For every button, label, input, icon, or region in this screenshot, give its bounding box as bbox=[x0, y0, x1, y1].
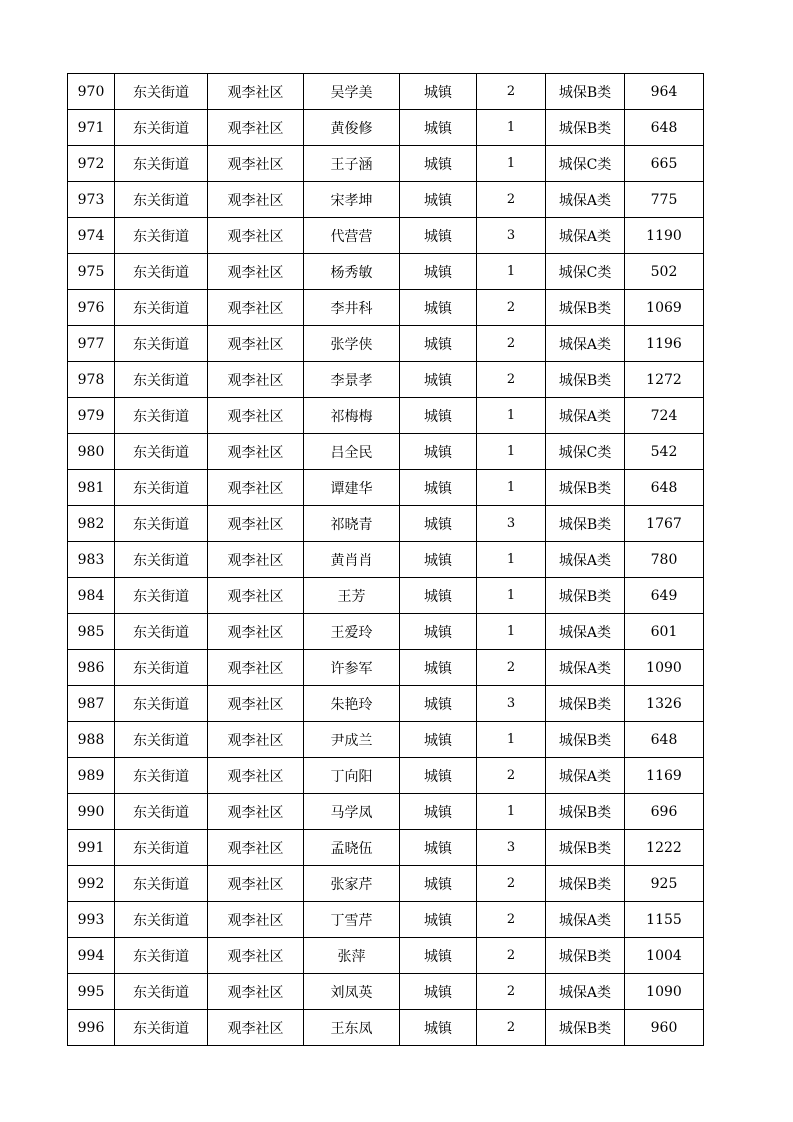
name-cell: 代营营 bbox=[304, 218, 400, 254]
table-row bbox=[68, 578, 704, 614]
name-cell: 祁晓青 bbox=[304, 506, 400, 542]
street-cell: 东关街道 bbox=[115, 326, 208, 362]
table-row bbox=[68, 758, 704, 794]
community-cell: 观李社区 bbox=[208, 506, 304, 542]
table-row bbox=[68, 182, 704, 218]
community-cell: 观李社区 bbox=[208, 254, 304, 290]
name-cell: 吕全民 bbox=[304, 434, 400, 470]
serial-number-cell: 973 bbox=[68, 182, 115, 218]
household-size-cell: 2 bbox=[477, 290, 546, 326]
category-cell: 城保B类 bbox=[546, 74, 625, 110]
community-cell: 观李社区 bbox=[208, 218, 304, 254]
amount-cell: 649 bbox=[625, 578, 704, 614]
category-cell: 城保B类 bbox=[546, 110, 625, 146]
community-cell: 观李社区 bbox=[208, 758, 304, 794]
serial-number-cell: 976 bbox=[68, 290, 115, 326]
community-cell: 观李社区 bbox=[208, 110, 304, 146]
area-type-cell: 城镇 bbox=[400, 938, 477, 974]
street-cell: 东关街道 bbox=[115, 650, 208, 686]
serial-number-cell: 989 bbox=[68, 758, 115, 794]
data-table bbox=[67, 73, 704, 1046]
community-cell: 观李社区 bbox=[208, 866, 304, 902]
household-size-cell: 2 bbox=[477, 974, 546, 1010]
street-cell: 东关街道 bbox=[115, 794, 208, 830]
table-row bbox=[68, 938, 704, 974]
household-size-cell: 2 bbox=[477, 182, 546, 218]
category-cell: 城保B类 bbox=[546, 1010, 625, 1046]
serial-number-cell: 988 bbox=[68, 722, 115, 758]
category-cell: 城保A类 bbox=[546, 650, 625, 686]
name-cell: 刘凤英 bbox=[304, 974, 400, 1010]
table-row bbox=[68, 146, 704, 182]
category-cell: 城保B类 bbox=[546, 722, 625, 758]
area-type-cell: 城镇 bbox=[400, 218, 477, 254]
serial-number-cell: 986 bbox=[68, 650, 115, 686]
name-cell: 谭建华 bbox=[304, 470, 400, 506]
name-cell: 王东凤 bbox=[304, 1010, 400, 1046]
name-cell: 丁向阳 bbox=[304, 758, 400, 794]
area-type-cell: 城镇 bbox=[400, 110, 477, 146]
area-type-cell: 城镇 bbox=[400, 758, 477, 794]
serial-number-cell: 975 bbox=[68, 254, 115, 290]
name-cell: 孟晓伍 bbox=[304, 830, 400, 866]
table-row bbox=[68, 722, 704, 758]
street-cell: 东关街道 bbox=[115, 902, 208, 938]
amount-cell: 1190 bbox=[625, 218, 704, 254]
serial-number-cell: 971 bbox=[68, 110, 115, 146]
table-row bbox=[68, 290, 704, 326]
serial-number-cell: 985 bbox=[68, 614, 115, 650]
name-cell: 丁雪芹 bbox=[304, 902, 400, 938]
community-cell: 观李社区 bbox=[208, 938, 304, 974]
amount-cell: 1196 bbox=[625, 326, 704, 362]
street-cell: 东关街道 bbox=[115, 398, 208, 434]
community-cell: 观李社区 bbox=[208, 470, 304, 506]
table-row bbox=[68, 686, 704, 722]
category-cell: 城保A类 bbox=[546, 614, 625, 650]
area-type-cell: 城镇 bbox=[400, 146, 477, 182]
amount-cell: 1004 bbox=[625, 938, 704, 974]
table-row bbox=[68, 650, 704, 686]
household-size-cell: 3 bbox=[477, 218, 546, 254]
area-type-cell: 城镇 bbox=[400, 830, 477, 866]
community-cell: 观李社区 bbox=[208, 686, 304, 722]
serial-number-cell: 984 bbox=[68, 578, 115, 614]
community-cell: 观李社区 bbox=[208, 614, 304, 650]
household-size-cell: 1 bbox=[477, 434, 546, 470]
category-cell: 城保B类 bbox=[546, 866, 625, 902]
street-cell: 东关街道 bbox=[115, 542, 208, 578]
street-cell: 东关街道 bbox=[115, 254, 208, 290]
community-cell: 观李社区 bbox=[208, 578, 304, 614]
area-type-cell: 城镇 bbox=[400, 866, 477, 902]
community-cell: 观李社区 bbox=[208, 74, 304, 110]
category-cell: 城保B类 bbox=[546, 290, 625, 326]
serial-number-cell: 995 bbox=[68, 974, 115, 1010]
table-row bbox=[68, 506, 704, 542]
community-cell: 观李社区 bbox=[208, 974, 304, 1010]
serial-number-cell: 992 bbox=[68, 866, 115, 902]
category-cell: 城保C类 bbox=[546, 146, 625, 182]
category-cell: 城保B类 bbox=[546, 470, 625, 506]
household-size-cell: 1 bbox=[477, 470, 546, 506]
category-cell: 城保B类 bbox=[546, 938, 625, 974]
household-size-cell: 1 bbox=[477, 398, 546, 434]
household-size-cell: 1 bbox=[477, 794, 546, 830]
name-cell: 朱艳玲 bbox=[304, 686, 400, 722]
table-row bbox=[68, 326, 704, 362]
serial-number-cell: 977 bbox=[68, 326, 115, 362]
street-cell: 东关街道 bbox=[115, 758, 208, 794]
household-size-cell: 2 bbox=[477, 74, 546, 110]
table-row bbox=[68, 542, 704, 578]
area-type-cell: 城镇 bbox=[400, 254, 477, 290]
category-cell: 城保A类 bbox=[546, 758, 625, 794]
household-size-cell: 2 bbox=[477, 938, 546, 974]
serial-number-cell: 981 bbox=[68, 470, 115, 506]
serial-number-cell: 991 bbox=[68, 830, 115, 866]
area-type-cell: 城镇 bbox=[400, 974, 477, 1010]
category-cell: 城保C类 bbox=[546, 254, 625, 290]
name-cell: 许参军 bbox=[304, 650, 400, 686]
amount-cell: 1090 bbox=[625, 650, 704, 686]
table-row bbox=[68, 974, 704, 1010]
street-cell: 东关街道 bbox=[115, 506, 208, 542]
street-cell: 东关街道 bbox=[115, 830, 208, 866]
amount-cell: 1169 bbox=[625, 758, 704, 794]
household-size-cell: 2 bbox=[477, 362, 546, 398]
amount-cell: 601 bbox=[625, 614, 704, 650]
street-cell: 东关街道 bbox=[115, 434, 208, 470]
household-size-cell: 2 bbox=[477, 866, 546, 902]
category-cell: 城保B类 bbox=[546, 830, 625, 866]
category-cell: 城保A类 bbox=[546, 182, 625, 218]
amount-cell: 775 bbox=[625, 182, 704, 218]
amount-cell: 925 bbox=[625, 866, 704, 902]
amount-cell: 648 bbox=[625, 470, 704, 506]
area-type-cell: 城镇 bbox=[400, 362, 477, 398]
household-size-cell: 1 bbox=[477, 722, 546, 758]
street-cell: 东关街道 bbox=[115, 722, 208, 758]
community-cell: 观李社区 bbox=[208, 326, 304, 362]
area-type-cell: 城镇 bbox=[400, 794, 477, 830]
serial-number-cell: 972 bbox=[68, 146, 115, 182]
name-cell: 张学侠 bbox=[304, 326, 400, 362]
household-size-cell: 1 bbox=[477, 110, 546, 146]
table-row bbox=[68, 254, 704, 290]
name-cell: 李景孝 bbox=[304, 362, 400, 398]
name-cell: 王芳 bbox=[304, 578, 400, 614]
household-size-cell: 1 bbox=[477, 146, 546, 182]
household-size-cell: 2 bbox=[477, 758, 546, 794]
serial-number-cell: 970 bbox=[68, 74, 115, 110]
area-type-cell: 城镇 bbox=[400, 506, 477, 542]
category-cell: 城保B类 bbox=[546, 362, 625, 398]
amount-cell: 1222 bbox=[625, 830, 704, 866]
area-type-cell: 城镇 bbox=[400, 614, 477, 650]
name-cell: 宋孝坤 bbox=[304, 182, 400, 218]
area-type-cell: 城镇 bbox=[400, 434, 477, 470]
table-row bbox=[68, 830, 704, 866]
category-cell: 城保A类 bbox=[546, 398, 625, 434]
serial-number-cell: 996 bbox=[68, 1010, 115, 1046]
area-type-cell: 城镇 bbox=[400, 470, 477, 506]
household-size-cell: 1 bbox=[477, 542, 546, 578]
serial-number-cell: 990 bbox=[68, 794, 115, 830]
area-type-cell: 城镇 bbox=[400, 290, 477, 326]
table-row bbox=[68, 470, 704, 506]
community-cell: 观李社区 bbox=[208, 290, 304, 326]
community-cell: 观李社区 bbox=[208, 722, 304, 758]
household-size-cell: 1 bbox=[477, 578, 546, 614]
table-row bbox=[68, 74, 704, 110]
household-size-cell: 2 bbox=[477, 1010, 546, 1046]
category-cell: 城保B类 bbox=[546, 686, 625, 722]
amount-cell: 665 bbox=[625, 146, 704, 182]
serial-number-cell: 983 bbox=[68, 542, 115, 578]
area-type-cell: 城镇 bbox=[400, 74, 477, 110]
area-type-cell: 城镇 bbox=[400, 578, 477, 614]
community-cell: 观李社区 bbox=[208, 794, 304, 830]
name-cell: 吴学美 bbox=[304, 74, 400, 110]
area-type-cell: 城镇 bbox=[400, 650, 477, 686]
amount-cell: 724 bbox=[625, 398, 704, 434]
table-row bbox=[68, 866, 704, 902]
table-row bbox=[68, 110, 704, 146]
street-cell: 东关街道 bbox=[115, 362, 208, 398]
amount-cell: 648 bbox=[625, 722, 704, 758]
street-cell: 东关街道 bbox=[115, 290, 208, 326]
category-cell: 城保C类 bbox=[546, 434, 625, 470]
serial-number-cell: 993 bbox=[68, 902, 115, 938]
table-row bbox=[68, 794, 704, 830]
serial-number-cell: 978 bbox=[68, 362, 115, 398]
serial-number-cell: 982 bbox=[68, 506, 115, 542]
amount-cell: 964 bbox=[625, 74, 704, 110]
area-type-cell: 城镇 bbox=[400, 182, 477, 218]
amount-cell: 1326 bbox=[625, 686, 704, 722]
name-cell: 张家芹 bbox=[304, 866, 400, 902]
street-cell: 东关街道 bbox=[115, 578, 208, 614]
household-size-cell: 3 bbox=[477, 506, 546, 542]
street-cell: 东关街道 bbox=[115, 614, 208, 650]
category-cell: 城保A类 bbox=[546, 326, 625, 362]
amount-cell: 696 bbox=[625, 794, 704, 830]
street-cell: 东关街道 bbox=[115, 74, 208, 110]
category-cell: 城保A类 bbox=[546, 974, 625, 1010]
household-size-cell: 1 bbox=[477, 614, 546, 650]
community-cell: 观李社区 bbox=[208, 902, 304, 938]
household-size-cell: 3 bbox=[477, 830, 546, 866]
amount-cell: 502 bbox=[625, 254, 704, 290]
street-cell: 东关街道 bbox=[115, 938, 208, 974]
community-cell: 观李社区 bbox=[208, 434, 304, 470]
name-cell: 黄俊修 bbox=[304, 110, 400, 146]
amount-cell: 1069 bbox=[625, 290, 704, 326]
name-cell: 李井科 bbox=[304, 290, 400, 326]
category-cell: 城保B类 bbox=[546, 794, 625, 830]
serial-number-cell: 987 bbox=[68, 686, 115, 722]
amount-cell: 542 bbox=[625, 434, 704, 470]
table-row bbox=[68, 434, 704, 470]
area-type-cell: 城镇 bbox=[400, 722, 477, 758]
category-cell: 城保A类 bbox=[546, 542, 625, 578]
table-body bbox=[68, 74, 704, 1046]
street-cell: 东关街道 bbox=[115, 146, 208, 182]
amount-cell: 1155 bbox=[625, 902, 704, 938]
street-cell: 东关街道 bbox=[115, 110, 208, 146]
amount-cell: 1272 bbox=[625, 362, 704, 398]
community-cell: 观李社区 bbox=[208, 398, 304, 434]
amount-cell: 648 bbox=[625, 110, 704, 146]
street-cell: 东关街道 bbox=[115, 470, 208, 506]
table-row bbox=[68, 902, 704, 938]
table-row bbox=[68, 614, 704, 650]
community-cell: 观李社区 bbox=[208, 1010, 304, 1046]
name-cell: 黄肖肖 bbox=[304, 542, 400, 578]
amount-cell: 780 bbox=[625, 542, 704, 578]
household-size-cell: 2 bbox=[477, 650, 546, 686]
household-size-cell: 2 bbox=[477, 326, 546, 362]
community-cell: 观李社区 bbox=[208, 542, 304, 578]
area-type-cell: 城镇 bbox=[400, 686, 477, 722]
area-type-cell: 城镇 bbox=[400, 398, 477, 434]
name-cell: 尹成兰 bbox=[304, 722, 400, 758]
name-cell: 王爱玲 bbox=[304, 614, 400, 650]
serial-number-cell: 980 bbox=[68, 434, 115, 470]
serial-number-cell: 974 bbox=[68, 218, 115, 254]
community-cell: 观李社区 bbox=[208, 362, 304, 398]
community-cell: 观李社区 bbox=[208, 182, 304, 218]
serial-number-cell: 994 bbox=[68, 938, 115, 974]
category-cell: 城保B类 bbox=[546, 506, 625, 542]
street-cell: 东关街道 bbox=[115, 182, 208, 218]
street-cell: 东关街道 bbox=[115, 974, 208, 1010]
area-type-cell: 城镇 bbox=[400, 1010, 477, 1046]
community-cell: 观李社区 bbox=[208, 830, 304, 866]
serial-number-cell: 979 bbox=[68, 398, 115, 434]
table-row bbox=[68, 398, 704, 434]
table-row bbox=[68, 362, 704, 398]
amount-cell: 1090 bbox=[625, 974, 704, 1010]
category-cell: 城保A类 bbox=[546, 218, 625, 254]
amount-cell: 960 bbox=[625, 1010, 704, 1046]
community-cell: 观李社区 bbox=[208, 650, 304, 686]
community-cell: 观李社区 bbox=[208, 146, 304, 182]
table-row bbox=[68, 1010, 704, 1046]
name-cell: 张萍 bbox=[304, 938, 400, 974]
street-cell: 东关街道 bbox=[115, 866, 208, 902]
household-size-cell: 1 bbox=[477, 254, 546, 290]
name-cell: 杨秀敏 bbox=[304, 254, 400, 290]
household-size-cell: 3 bbox=[477, 686, 546, 722]
street-cell: 东关街道 bbox=[115, 686, 208, 722]
name-cell: 马学凤 bbox=[304, 794, 400, 830]
household-size-cell: 2 bbox=[477, 902, 546, 938]
name-cell: 祁梅梅 bbox=[304, 398, 400, 434]
table-row bbox=[68, 218, 704, 254]
street-cell: 东关街道 bbox=[115, 1010, 208, 1046]
category-cell: 城保B类 bbox=[546, 578, 625, 614]
name-cell: 王子涵 bbox=[304, 146, 400, 182]
area-type-cell: 城镇 bbox=[400, 326, 477, 362]
amount-cell: 1767 bbox=[625, 506, 704, 542]
area-type-cell: 城镇 bbox=[400, 902, 477, 938]
category-cell: 城保A类 bbox=[546, 902, 625, 938]
area-type-cell: 城镇 bbox=[400, 542, 477, 578]
street-cell: 东关街道 bbox=[115, 218, 208, 254]
